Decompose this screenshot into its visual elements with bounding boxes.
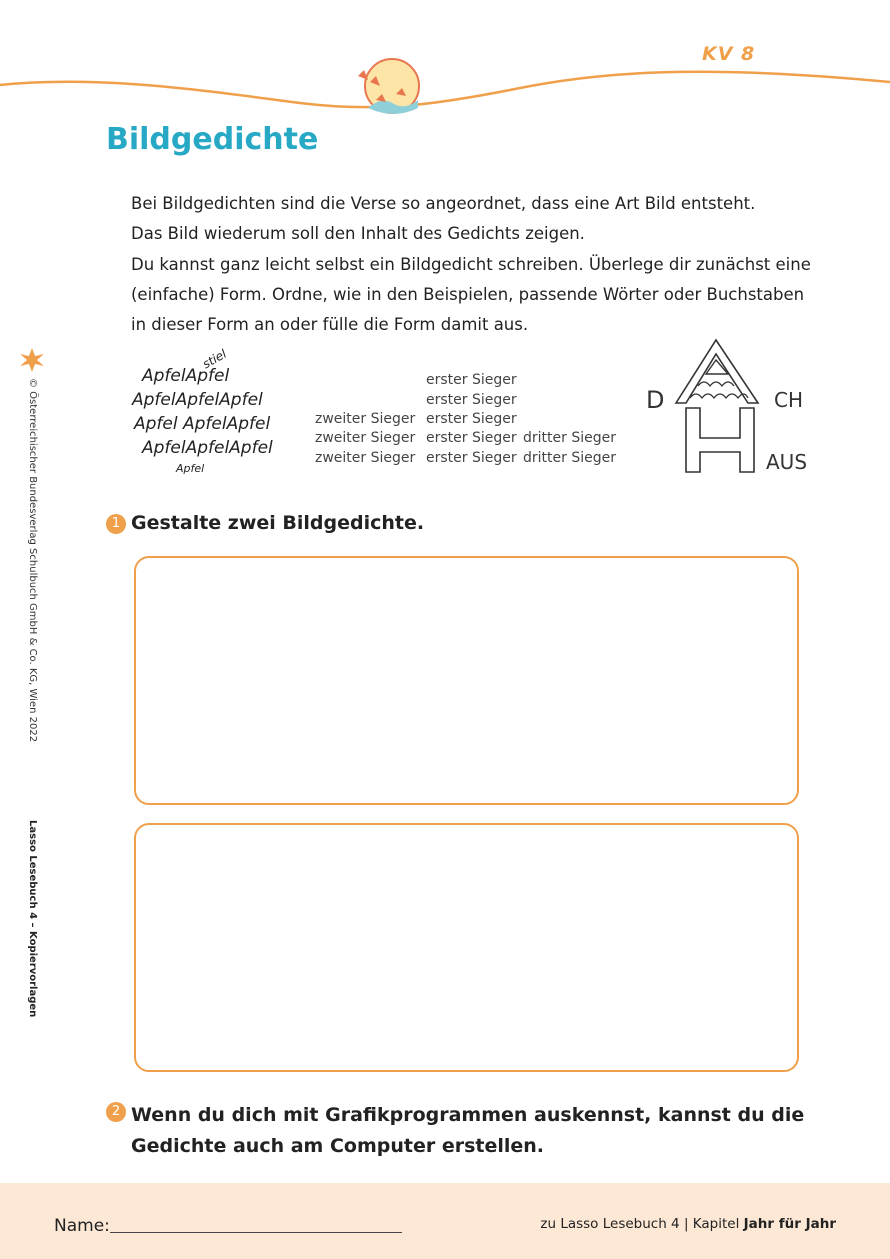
apple-line: Apfel ApfelApfel bbox=[134, 414, 271, 434]
apple-line: ApfelApfelApfel bbox=[132, 390, 263, 410]
intro-line: Du kannst ganz leicht selbst ein Bildgedicht schreiben. Überlege dir zunächst eine bbox=[131, 254, 811, 274]
name-input-line[interactable] bbox=[110, 1232, 402, 1233]
copyright-text: © Österreichischer Bundesverlag Schulbuch GmbH & Co. KG, Wien 2022 bbox=[27, 378, 38, 743]
house-letter-d: D bbox=[646, 386, 665, 414]
drawing-box-2[interactable] bbox=[134, 823, 799, 1072]
apple-line: ApfelApfel bbox=[142, 366, 230, 386]
sun-birds-icon bbox=[354, 56, 424, 116]
chapter-name: Jahr für Jahr bbox=[743, 1216, 836, 1232]
task-number-badge: 2 bbox=[106, 1102, 126, 1122]
kv-label: KV 8 bbox=[702, 43, 756, 65]
name-label: Name: bbox=[54, 1216, 110, 1236]
house-letters-ch: CH bbox=[774, 388, 804, 412]
podium-second: zweiter Sieger bbox=[315, 450, 416, 466]
task-number-badge: 1 bbox=[106, 514, 126, 534]
book-reference-prefix: zu Lasso Lesebuch 4 | Kapitel bbox=[540, 1216, 744, 1232]
book-title-text: Lasso Lesebuch 4 – Kopiervorlagen bbox=[27, 820, 38, 1018]
task-text bbox=[131, 1100, 804, 1162]
drawing-box-1[interactable] bbox=[134, 556, 799, 805]
intro-line: (einfache) Form. Ordne, wie in den Beispielen, passende Wörter oder Buchstaben bbox=[131, 284, 805, 304]
header-wave bbox=[0, 0, 890, 130]
podium-first: erster Sieger bbox=[426, 372, 517, 388]
intro-line: Bei Bildgedichten sind die Verse so angeordnet, dass eine Art Bild entsteht. bbox=[131, 194, 756, 213]
task-2 bbox=[106, 1100, 806, 1164]
task-text-line: Wenn du dich mit Grafikprogrammen auskennst, kannst du die bbox=[131, 1104, 805, 1126]
intro-line: in dieser Form an oder fülle die Form damit aus. bbox=[131, 315, 529, 335]
podium-first: erster Sieger bbox=[426, 392, 517, 408]
podium-first: erster Sieger bbox=[426, 450, 517, 466]
podium-first: erster Sieger bbox=[426, 430, 517, 446]
podium-poem-example bbox=[315, 372, 615, 472]
task-text-line: Gedichte auch am Computer erstellen. bbox=[131, 1135, 545, 1157]
apple-poem-example bbox=[132, 346, 273, 488]
podium-second: zweiter Sieger bbox=[315, 411, 416, 427]
podium-third: dritter Sieger bbox=[523, 430, 616, 446]
publisher-logo-icon bbox=[18, 346, 46, 374]
house-poem-example bbox=[640, 338, 830, 478]
intro-line: Das Bild wiederum soll den Inhalt des Gedichts zeigen. bbox=[131, 224, 585, 244]
house-letters-aus: AUS bbox=[766, 450, 808, 474]
book-reference bbox=[540, 1216, 836, 1232]
podium-third: dritter Sieger bbox=[523, 450, 616, 466]
apple-line: Apfel bbox=[176, 462, 205, 475]
task-text: Gestalte zwei Bildgedichte. bbox=[131, 512, 425, 534]
podium-second: zweiter Sieger bbox=[315, 430, 416, 446]
page-title: Bildgedichte bbox=[106, 122, 319, 157]
apple-stem-text: stiel bbox=[200, 346, 229, 372]
apple-line: ApfelApfelApfel bbox=[142, 438, 273, 458]
podium-first: erster Sieger bbox=[426, 411, 517, 427]
intro-text bbox=[131, 189, 811, 340]
